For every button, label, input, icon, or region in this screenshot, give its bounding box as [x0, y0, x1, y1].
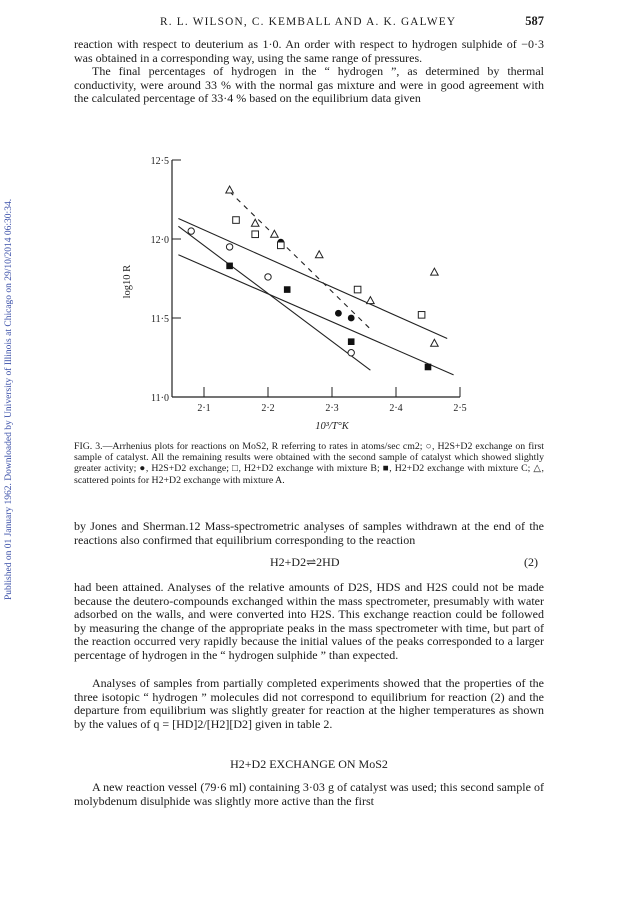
filled-circle-point [335, 310, 342, 317]
open-square-point [278, 242, 285, 249]
equation-number: (2) [524, 555, 538, 569]
x-tick-label: 2·3 [325, 403, 339, 414]
open-square-point [354, 286, 361, 293]
arrhenius-chart [100, 150, 540, 435]
open-triangle-point [431, 268, 439, 275]
x-tick-label: 2·1 [197, 403, 211, 414]
sidebar-text: Published on 01 January 1962. Downloaded by University of Illinois at Chicago on 29/10/2014 06:30:34. [4, 198, 14, 600]
running-head: R. L. WILSON, C. KEMBALL AND A. K. GALWEY [160, 16, 457, 28]
paragraph-1: reaction with respect to deuterium as 1·0. An order with respect to hydrogen sulphide of −0·3 was obtained in a corresponding way, using the same range of pressures. [74, 37, 544, 65]
y-tick-label: 12·5 [150, 156, 169, 167]
open-square-point [233, 217, 240, 224]
open-square-point [252, 231, 259, 238]
open-circle-point [226, 244, 232, 250]
section-heading: H2+D2 EXCHANGE ON MoS2 [230, 757, 388, 771]
x-tick-label: 2·4 [389, 403, 403, 414]
y-tick-label: 12·0 [150, 235, 169, 246]
open-triangle-point [367, 297, 375, 304]
filled-square-point [226, 263, 233, 270]
open-triangle-point [271, 230, 279, 237]
paragraph-4: had been attained. Analyses of the relative amounts of D2S, HDS and H2S could not be made because the deutero-compounds exchanged within the mass spectrometer, presumably with water adsorbed on the walls, and were converted into H2S. This exchange reaction could be followed by measuring the change of the appropriate peaks in the mass spectrometer with time, but part of the reaction occurred very rapidly because the initial values of the peaks corresponded to a larger percentage of hydrogen in the “ hydrogen sulphide ” than expected. [74, 580, 544, 662]
y-tick-label: 11·5 [151, 314, 169, 325]
open-circle-point [265, 274, 271, 280]
x-tick-label: 2·5 [453, 403, 467, 414]
filled-square-point [284, 286, 291, 293]
y-tick-label: 11·0 [151, 393, 169, 404]
open-circle-point [348, 350, 354, 356]
open-circle-point [188, 228, 194, 234]
paragraph-6: A new reaction vessel (79·6 ml) containing 3·03 g of catalyst was used; this second sample of molybdenum disulphide was slightly more active than the first [74, 780, 544, 808]
filled-square-point [425, 364, 432, 371]
fit-line [178, 255, 453, 375]
open-triangle-point [315, 251, 323, 258]
open-triangle-point [226, 186, 234, 193]
paragraph-3: by Jones and Sherman.12 Mass-spectrometric analyses of samples withdrawn at the end of the reactions also confirmed that equilibrium corresponding to the reaction [74, 519, 544, 547]
filled-square-point [348, 338, 355, 345]
figure-caption: FIG. 3.—Arrhenius plots for reactions on MoS2, R referring to rates in atoms/sec cm2; ○, H2S+D2 exchange on first sample of catalyst. All the remaining results were obtained with the second sample of catalyst which showed slightly greater activity; ●, H2S+D2 exchange; □, H2+D2 exchange with mixture B; ■, H2+D2 exchange with mixture C; △, scattered points for H2+D2 exchange with mixture A. [74, 441, 544, 486]
fit-line [178, 218, 447, 338]
paragraph-2: The final percentages of hydrogen in the “ hydrogen ”, as determined by thermal conductivity, were around 33 % with the normal gas mixture and were in good agreement with the calculated percentage of 33·4 % based on the equilibrium data given [74, 64, 544, 106]
open-square-point [418, 312, 425, 319]
open-triangle-point [251, 219, 259, 226]
sidebar-provenance [4, 80, 18, 600]
filled-circle-point [348, 315, 355, 322]
x-tick-label: 2·2 [261, 403, 275, 414]
equation-text: H2+D2⇌2HD [270, 555, 340, 569]
y-axis-label: log10 R [122, 264, 133, 299]
paragraph-5: Analyses of samples from partially completed experiments showed that the properties of the three isotopic “ hydrogen ” molecules did not correspond to equilibrium for reaction (2) and the departure from equilibrium was slightly greater for reaction at the higher temperatures as shown by the values of q = [HD]2/[H2][D2] given in table 2. [74, 676, 544, 731]
fit-line [178, 226, 370, 370]
x-axis-label: 10³/T°K [315, 421, 349, 432]
open-triangle-point [431, 339, 439, 346]
page-number: 587 [525, 14, 544, 28]
